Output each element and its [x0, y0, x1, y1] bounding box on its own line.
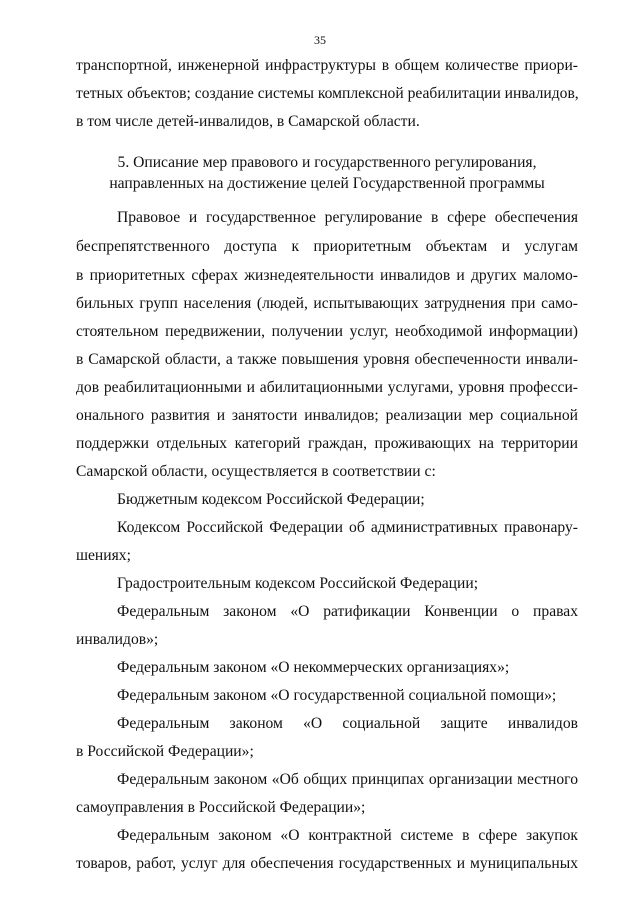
intro-line-2: тетных объектов; создание системы комплексной реабилитации инвалидов,	[76, 85, 579, 102]
body-line-10: Самарской области, осуществляется в соответствии с:	[76, 463, 436, 480]
legal-act-local-government-line-2: самоуправления в Российской Федерации»;	[76, 799, 366, 816]
legal-act-urban-code: Градостроительным кодексом Российской Федерации;	[117, 575, 479, 592]
body-line-7: дов реабилитационными и абилитационными услугами, уровня професси-	[76, 379, 578, 396]
legal-act-procurement-line-1: Федеральным законом «О контрактной системе в сфере закупок	[117, 827, 578, 844]
legal-act-admin-code-line-1: Кодексом Российской Федерации об административных правонару-	[117, 519, 578, 536]
body-line-4: бильных групп населения (людей, испытывающих затруднения при само-	[76, 295, 578, 312]
legal-act-convention-line-1: Федеральным законом «О ратификации Конвенции о правах	[117, 603, 578, 620]
legal-act-disability-protection-line-2: в Российской Федерации»;	[76, 743, 254, 760]
legal-act-local-government-line-1: Федеральным законом «Об общих принципах организации местного	[117, 771, 578, 788]
legal-act-admin-code-line-2: шениях;	[76, 547, 131, 564]
intro-line-1: транспортной, инженерной инфраструктуры в общем количестве приори-	[76, 57, 578, 74]
section-heading-line-2: направленных на достижение целей Государственной программы	[109, 175, 545, 192]
body-line-5: стоятельном передвижении, получении услуг, необходимой информации)	[76, 323, 578, 340]
body-line-3: в приоритетных сферах жизнедеятельности инвалидов и других маломо-	[76, 267, 578, 284]
body-line-6: в Самарской области, а также повышения уровня обеспеченности инвали-	[76, 351, 578, 368]
legal-act-convention-line-2: инвалидов»;	[76, 631, 159, 648]
body-line-2: беспрепятственного доступа к приоритетным объектам и услугам	[76, 238, 578, 255]
page-number: 35	[314, 33, 326, 47]
legal-act-budget-code: Бюджетным кодексом Российской Федерации;	[117, 491, 425, 508]
body-line-9: поддержки отдельных категорий граждан, проживающих на территории	[76, 435, 578, 452]
legal-act-disability-protection-line-1: Федеральным законом «О социальной защите инвалидов	[117, 715, 578, 732]
legal-act-social-aid: Федеральным законом «О государственной социальной помощи»;	[117, 687, 557, 704]
body-line-1: Правовое и государственное регулирование в сфере обеспечения	[117, 209, 578, 226]
legal-act-nonprofit: Федеральным законом «О некоммерческих организациях»;	[117, 659, 510, 676]
legal-act-procurement-line-2: товаров, работ, услуг для обеспечения государственных и муниципальных	[76, 855, 578, 872]
body-line-8: онального развития и занятости инвалидов; реализации мер социальной	[76, 407, 578, 424]
intro-line-3: в том числе детей-инвалидов, в Самарской области.	[76, 113, 420, 130]
section-heading-line-1: 5. Описание мер правового и государственного регулирования,	[117, 154, 537, 171]
